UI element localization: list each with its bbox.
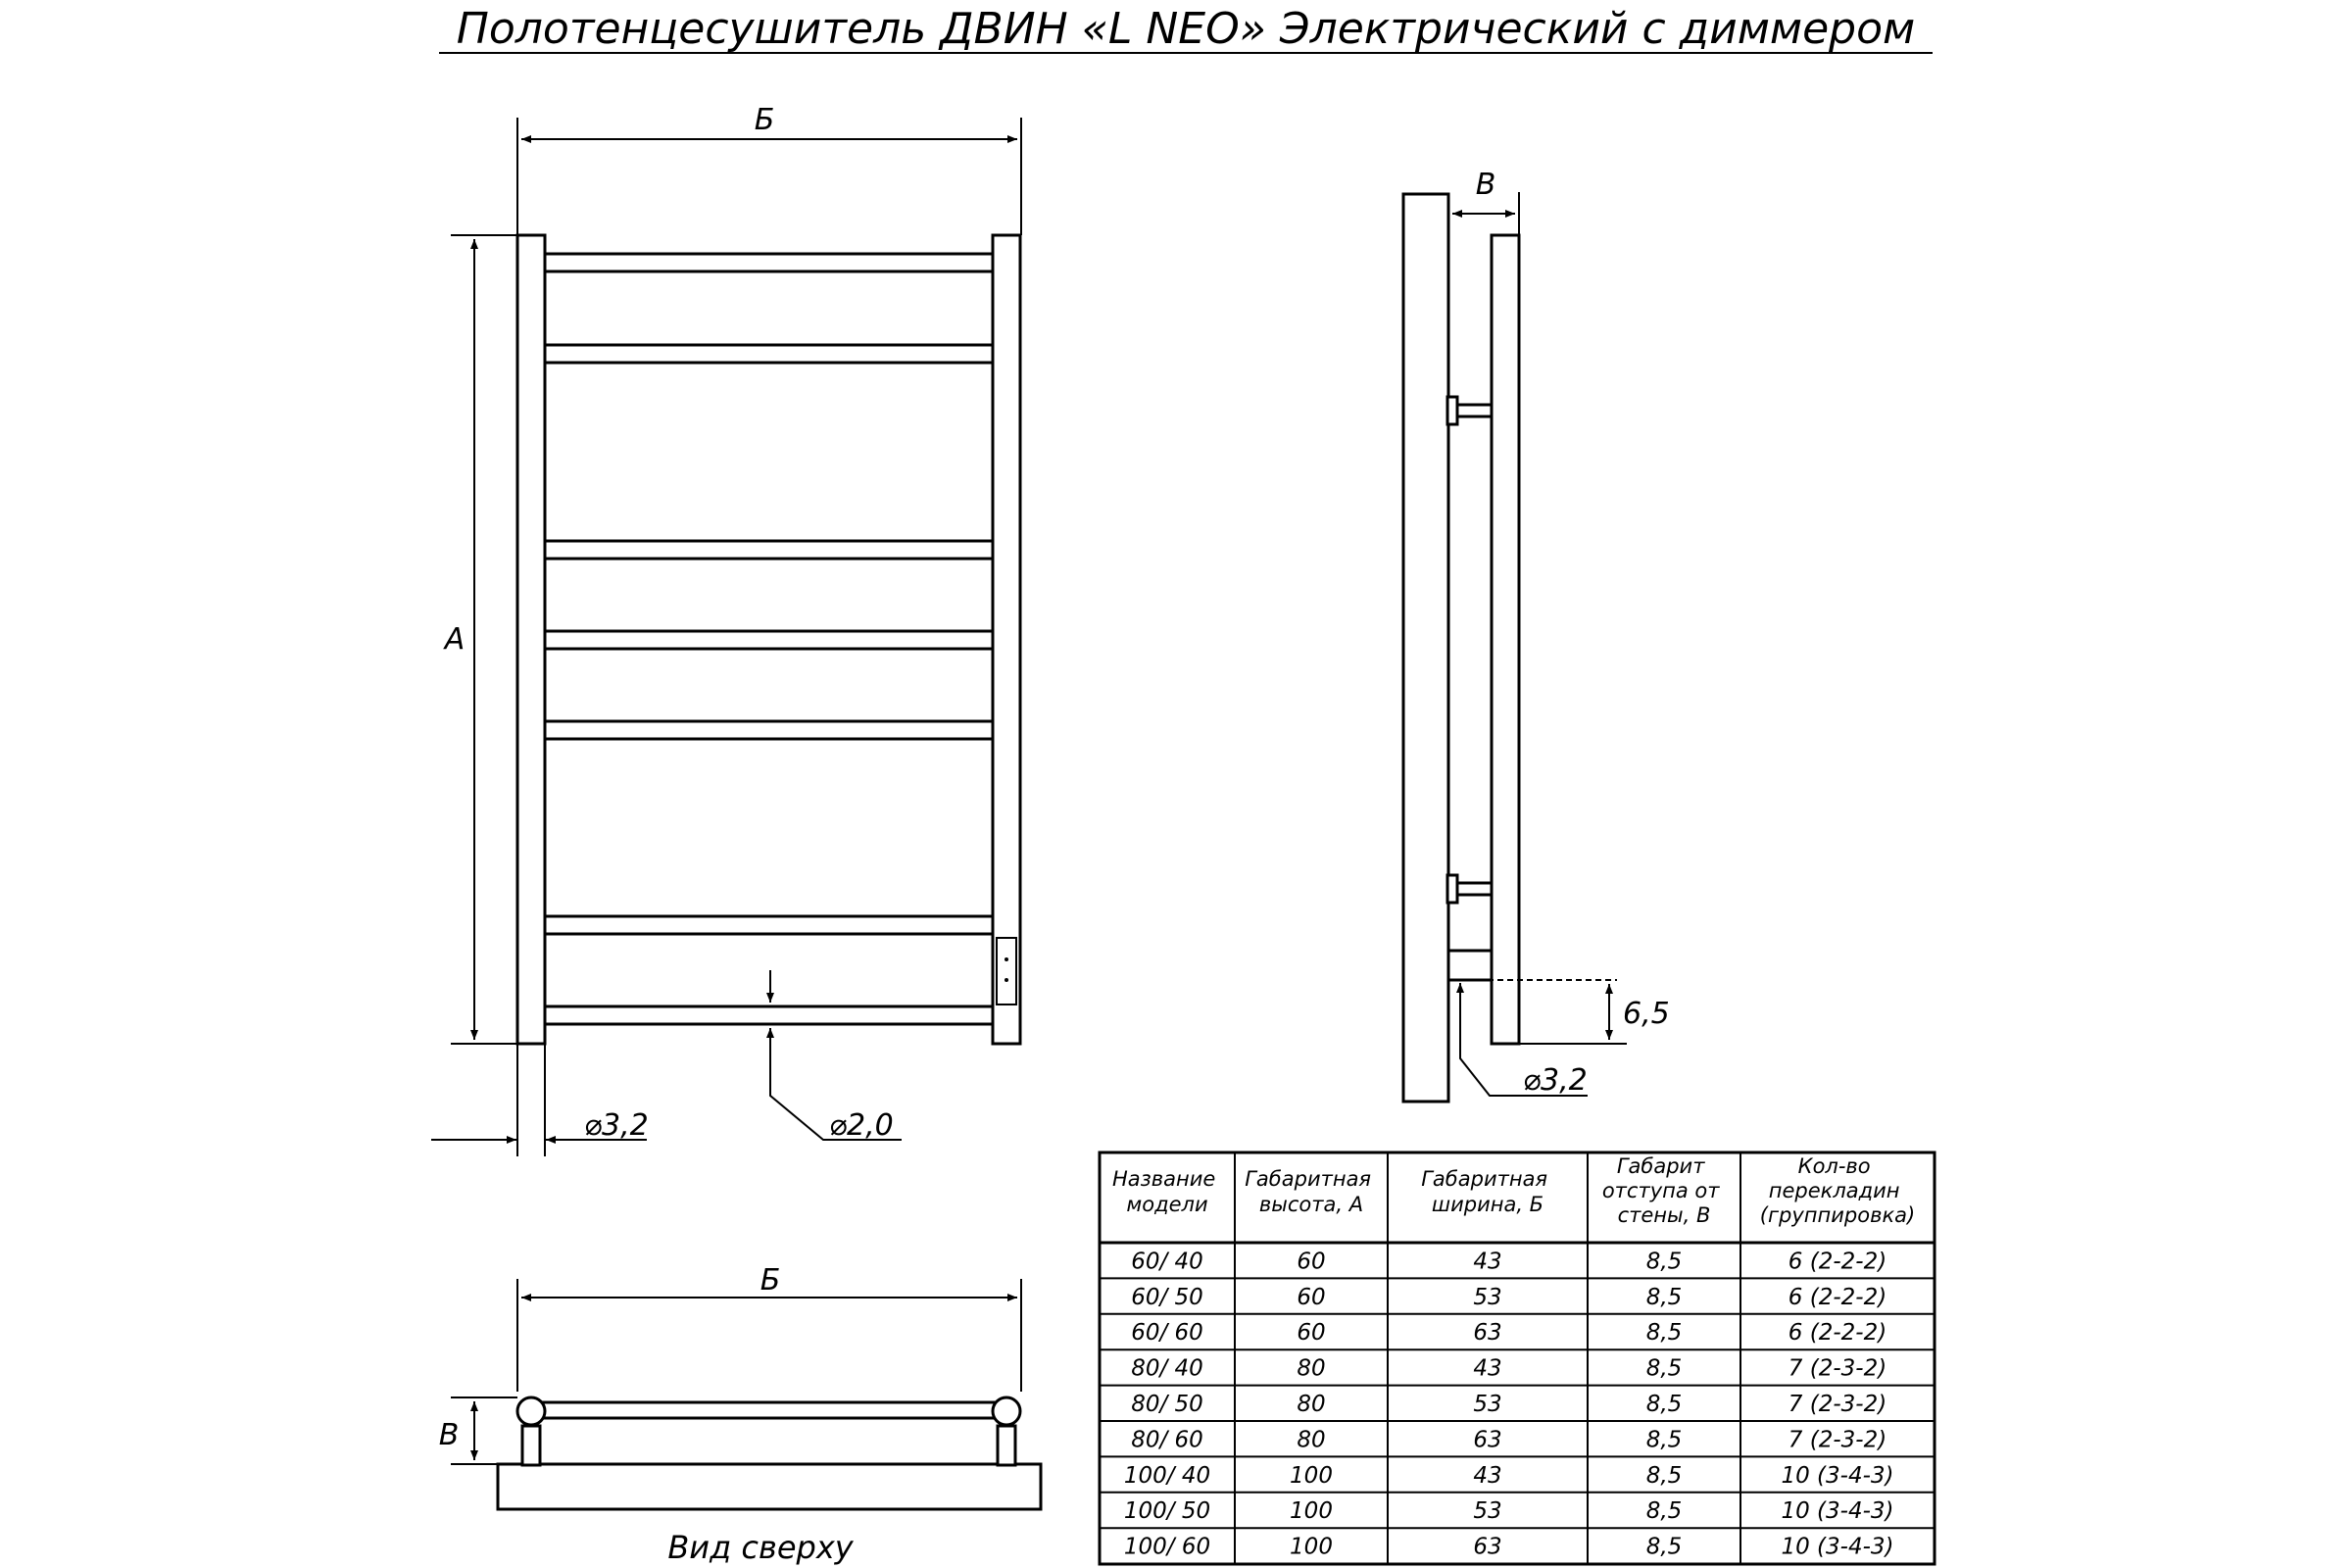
side-post-diameter-label: ⌀3,2 xyxy=(1523,1063,1588,1098)
rung-diameter-label: ⌀2,0 xyxy=(829,1108,894,1143)
right-post xyxy=(993,235,1020,1044)
table-cell: 7 (2-3-2) xyxy=(1788,1392,1887,1417)
top-left-post xyxy=(517,1397,545,1425)
table-body xyxy=(1124,1249,1894,1559)
table-cell: 43 xyxy=(1473,1249,1502,1275)
table-cell: 63 xyxy=(1473,1427,1502,1453)
header-offset: Габарит отступа от стены, В xyxy=(1601,1154,1720,1227)
table-cell: 63 xyxy=(1473,1320,1502,1347)
bottom-offset-label: 6,5 xyxy=(1623,997,1670,1031)
table-cell: 8,5 xyxy=(1645,1534,1683,1560)
table-cell: 80/ 60 xyxy=(1131,1427,1203,1453)
rung xyxy=(542,721,995,739)
header-model: Название модели xyxy=(1111,1167,1216,1216)
table-cell: 53 xyxy=(1473,1392,1502,1417)
table-row xyxy=(1124,1535,1894,1560)
front-view xyxy=(431,103,1021,1156)
front-height-label: А xyxy=(444,622,466,657)
table-cell: 10 (3-4-3) xyxy=(1781,1462,1894,1489)
top-view-caption: Вид сверху xyxy=(667,1529,854,1566)
top-view xyxy=(439,1263,1041,1566)
table-row xyxy=(1124,1463,1894,1489)
table-cell: 100/ 60 xyxy=(1123,1534,1211,1560)
wall xyxy=(1403,194,1448,1102)
table-row xyxy=(1131,1285,1886,1310)
table-cell: 100 xyxy=(1290,1534,1333,1560)
table-cell: 53 xyxy=(1473,1284,1502,1310)
table-header xyxy=(1112,1154,1915,1227)
top-width-label: Б xyxy=(760,1263,781,1298)
table-cell: 6 (2-2-2) xyxy=(1788,1284,1887,1310)
table-cell: 8,5 xyxy=(1645,1355,1683,1382)
table-cell: 100/ 40 xyxy=(1123,1462,1211,1489)
table-cell: 80/ 40 xyxy=(1131,1355,1203,1382)
spec-table xyxy=(1100,1152,1935,1564)
drawing-title: Полотенцесушитель ДВИН «L NEO» Электрический с диммером xyxy=(456,4,1916,54)
table-cell: 8,5 xyxy=(1645,1320,1683,1347)
table-cell: 6 (2-2-2) xyxy=(1788,1320,1887,1347)
side-depth-label: В xyxy=(1475,168,1496,202)
side-view xyxy=(1403,168,1670,1102)
table-row xyxy=(1124,1498,1894,1524)
table-cell: 60 xyxy=(1297,1249,1326,1275)
table-cell: 60/ 60 xyxy=(1131,1320,1203,1347)
table-cell: 53 xyxy=(1473,1498,1502,1525)
header-width: Габаритная ширина, Б xyxy=(1421,1167,1548,1216)
top-depth-label: В xyxy=(438,1418,460,1452)
table-cell: 43 xyxy=(1473,1355,1502,1382)
post-diameter-label: ⌀3,2 xyxy=(584,1108,649,1143)
table-cell: 10 (3-4-3) xyxy=(1781,1498,1894,1525)
upper-bracket xyxy=(1447,397,1457,424)
lower-bracket xyxy=(1447,875,1457,903)
rung xyxy=(542,631,995,649)
side-post xyxy=(1492,235,1519,1044)
table-cell: 80/ 50 xyxy=(1131,1392,1203,1417)
table-cell: 100 xyxy=(1290,1498,1333,1525)
top-rung xyxy=(534,1402,1004,1418)
table-row xyxy=(1131,1320,1886,1346)
table-cell: 63 xyxy=(1473,1534,1502,1560)
left-post xyxy=(517,235,545,1044)
table-row xyxy=(1131,1356,1886,1382)
table-cell: 60/ 40 xyxy=(1131,1249,1203,1275)
table-cell: 80 xyxy=(1297,1355,1326,1382)
table-cell: 60 xyxy=(1297,1320,1326,1347)
table-cell: 80 xyxy=(1297,1427,1326,1453)
rung xyxy=(542,916,995,934)
table-cell: 8,5 xyxy=(1645,1498,1683,1525)
rung xyxy=(542,1006,995,1024)
table-cell: 100/ 50 xyxy=(1123,1498,1211,1525)
table-cell: 100 xyxy=(1290,1462,1333,1489)
table-cell: 80 xyxy=(1297,1392,1326,1417)
table-cell: 8,5 xyxy=(1645,1284,1683,1310)
table-cell: 7 (2-3-2) xyxy=(1788,1427,1887,1453)
table-cell: 8,5 xyxy=(1645,1462,1683,1489)
table-cell: 7 (2-3-2) xyxy=(1788,1355,1887,1382)
top-wall xyxy=(498,1464,1041,1509)
top-right-post xyxy=(993,1397,1020,1425)
rung xyxy=(542,254,995,271)
table-cell: 43 xyxy=(1473,1462,1502,1489)
rung xyxy=(542,541,995,559)
table-row xyxy=(1131,1427,1886,1452)
table-cell: 60/ 50 xyxy=(1131,1284,1203,1310)
table-cell: 8,5 xyxy=(1645,1249,1683,1275)
rungs xyxy=(542,254,995,1024)
table-cell: 8,5 xyxy=(1645,1392,1683,1417)
table-row xyxy=(1131,1249,1886,1274)
table-cell: 10 (3-4-3) xyxy=(1781,1534,1894,1560)
table-cell: 8,5 xyxy=(1645,1427,1683,1453)
rung xyxy=(542,345,995,363)
table-cell: 6 (2-2-2) xyxy=(1788,1249,1887,1275)
cable-box xyxy=(1448,951,1492,980)
header-height: Габаритная высота, А xyxy=(1245,1167,1372,1216)
table-row xyxy=(1131,1392,1886,1417)
header-rungs: Кол-во перекладин (группировка) xyxy=(1759,1154,1916,1227)
table-cell: 60 xyxy=(1297,1284,1326,1310)
front-width-label: Б xyxy=(754,103,775,137)
